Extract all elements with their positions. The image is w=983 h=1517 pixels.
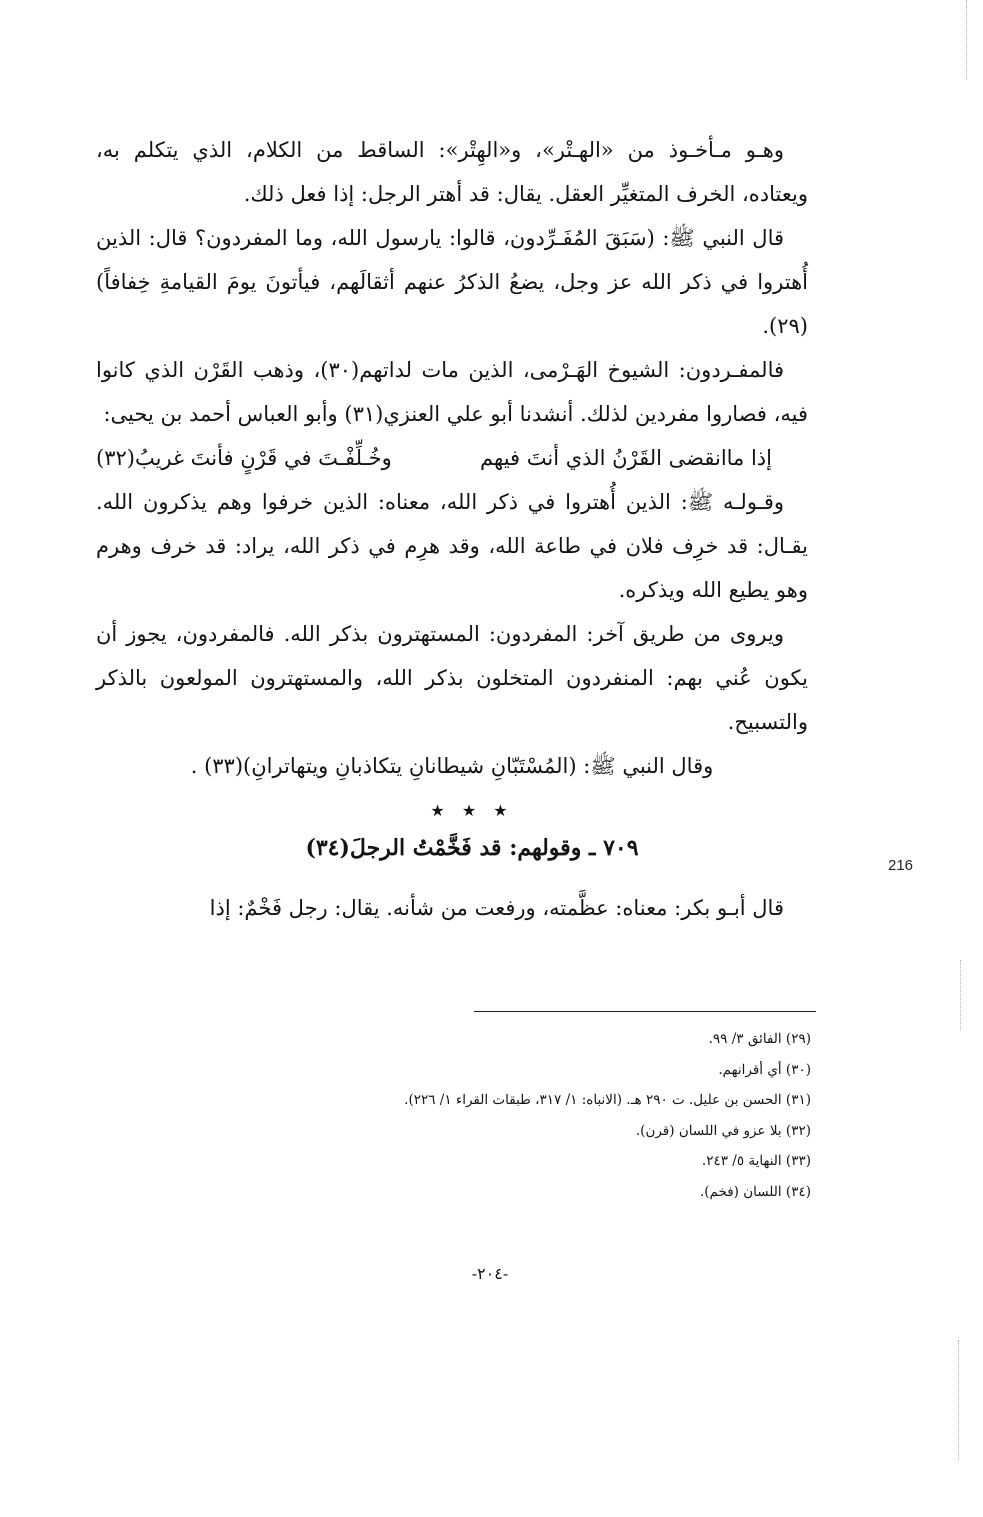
verse-second-hemistich: وخُـلِّفْـتَ في قَرْنٍ فأنتَ غريبُ(٣٢) <box>96 446 392 470</box>
section-separator: ★ ★ ★ <box>430 801 514 820</box>
footnote-divider <box>474 1011 816 1012</box>
paragraph-7: قال أبـو بكر: معناه: عظَّمته، ورفعت من شأنه. يقال: رجل فَخْمٌ: إذا <box>209 896 784 920</box>
footnote-33: (٣٣) النهاية ٥/ ٢٤٣. <box>701 1153 811 1169</box>
page-number: -٢٠٤- <box>471 1264 509 1283</box>
paragraph-4: وقـولـه ﷺ: الذين أُهتروا في ذكر الله، معناه: الذين خرفوا وهم يذكرون الله. يقـال: قد خرِف فلان في طاعة الله، وقد هرِم في ذكر الله، يراد: قد خرف وهرم وهو يطيع الله ويذكره. <box>96 490 808 602</box>
paragraph-5: ويروى من طريق آخر: المفردون: المستهترون بذكر الله. فالمفردون، يجوز أن يكون عُني بهم: المنفردون المتخلون بذكر الله، والمستهترون المولعون بالذكر والتسبيح. <box>96 622 808 734</box>
poetry-verse <box>96 436 808 480</box>
footnotes <box>251 1024 811 1207</box>
scan-edge-mark <box>960 960 961 1030</box>
footnote-32: (٣٢) بلا عزو في اللسان (قرن). <box>635 1122 811 1139</box>
paragraph-1: وهـو مـأخـوذ من «الهـتْر»، و«الهِتْر»: الساقط من الكلام، الذي يتكلم به، ويعتاده، الخرف المتغيِّر العقل. يقال: قد أهتر الرجل: إذا فعل ذلك. <box>96 138 808 206</box>
scan-edge-mark <box>958 1340 959 1460</box>
verse-first-hemistich: إذا ماانقضى القَرْنُ الذي أنتَ فيهم <box>480 446 772 470</box>
footnote-31: (٣١) الحسن بن عليل. ت ٢٩٠ هـ. (الانباه: ١/ ٣١٧، طبقات القراء ١/ ٢٢٦). <box>404 1092 811 1108</box>
paragraph-6: وقال النبي ﷺ: (المُسْتَبّانِ شيطانانِ يتكاذبانِ ويتهاترانِ)(٣٣) . <box>190 754 714 778</box>
scan-edge-mark <box>966 0 967 80</box>
footnote-30: (٣٠) أي أقرانهم. <box>718 1061 811 1078</box>
section-heading: ٧٠٩ ـ وقولهم: قد فَخَّمْتُ الرجلَ(٣٤) <box>305 835 639 861</box>
footnote-29: (٢٩) الفائق ٣/ ٩٩. <box>708 1031 811 1047</box>
paragraph-3: فالمفـردون: الشيوخ الهَـرْمى، الذين مات لداتهم(٣٠)، وذهب القَرْن الذي كانوا فيه، فصاروا مفردين لذلك. أنشدنا أبو علي العنزي(٣١) وأبو العباس أحمد بن يحيى: <box>96 358 808 426</box>
margin-page-number: 216 <box>888 857 914 874</box>
paragraph-2: قال النبي ﷺ: (سَبَقَ المُفَـرِّدون، قالوا: يارسول الله، وما المفردون؟ قال: الذين أُهتروا في ذكر الله عز وجل، يضعُ الذكرُ عنهم أثقالَهم، فيأتونَ يومَ القيامةِ خِفافاً)(٢٩). <box>96 226 808 338</box>
footnote-34: (٣٤) اللسان (فخم). <box>699 1183 811 1200</box>
main-text <box>96 128 808 930</box>
